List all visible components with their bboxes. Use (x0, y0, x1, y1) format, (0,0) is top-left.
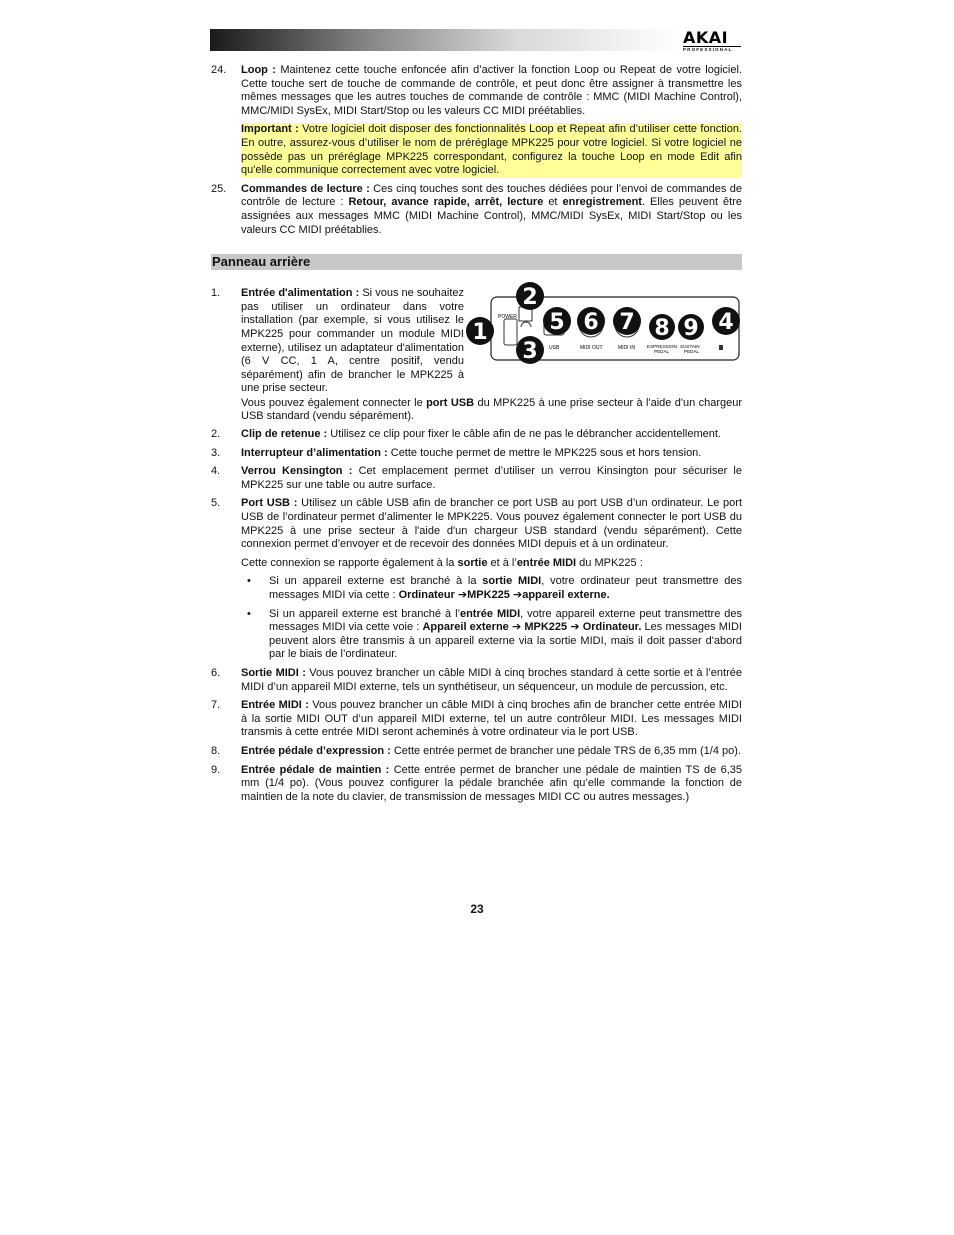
item-number: 2. (211, 428, 221, 441)
item-text (241, 557, 742, 571)
item-bold: sortie (457, 556, 488, 569)
item-bold: sortie MIDI (482, 575, 542, 588)
item-bold: Appareil externe (422, 621, 512, 634)
logo-main-text: AKAI (683, 28, 729, 47)
item-body: Si un appareil externe est branché à l’ (269, 607, 460, 620)
item-body: Cette entrée permet de brancher une pédale de maintien TS de 6,35 mm (1/4 po). (Vous pouvez configurer la pédale branchée afin qu’elle commande la fonction de maintien de la note du clavier, de transmission de messages MIDI CC ou autres messages.) (241, 763, 742, 803)
page-content (211, 64, 742, 809)
item-bold: port USB (426, 396, 475, 409)
item-number: 7. (211, 699, 221, 712)
label-midi-out: MIDI OUT (580, 345, 603, 352)
list-item-7 (211, 699, 742, 740)
item-label: Port USB : (241, 497, 298, 510)
item-body: et à l’ (487, 556, 517, 569)
rear-panel-figure (464, 281, 742, 385)
bullet-item (241, 575, 742, 602)
item-bold: entrée MIDI (459, 607, 521, 620)
list-item-1 (211, 287, 742, 424)
item-number: 1. (211, 287, 221, 300)
item-bold: Ordinateur. (579, 621, 642, 634)
item-body: Vous pouvez brancher un câble MIDI à cinq broches afin de brancher cette entrée MIDI à la sortie MIDI OUT d’un appareil MIDI externe, tel un autre contrôleur MIDI. Les messages MIDI transmis à cette entrée MIDI seront acheminés à votre ordinateur via le port USB. (241, 699, 742, 739)
item-body: Si un appareil externe est branché à la (269, 575, 483, 588)
item-body: , votre ordinateur peut transmettre des messages MIDI via cette : (269, 575, 742, 601)
list-item-4 (211, 465, 742, 492)
item-text (241, 428, 742, 442)
list-item-25 (211, 183, 742, 237)
list-item-8 (211, 745, 742, 759)
list-item-6 (211, 667, 742, 694)
bullet-dot: • (247, 575, 251, 588)
item-text (241, 667, 742, 694)
callout-1: 1 (472, 320, 488, 346)
item-body: du MPK225 à une prise secteur à l'aide d'un chargeur USB standard (vendu séparément). (241, 396, 742, 423)
item-text (241, 699, 742, 740)
list-item-2 (211, 428, 742, 442)
item-label: Entrée d'alimentation : (241, 287, 360, 300)
callout-9: 9 (683, 316, 699, 342)
item-bold: MPK225 (467, 589, 513, 601)
item-body: Cet emplacement permet d’utiliser un verrou Kinsington pour sécuriser le MPK225 sur une table ou autre surface. (241, 465, 742, 491)
item-text (241, 64, 742, 118)
item-body: du MPK225 : (576, 556, 643, 569)
item-bold: enregistrement (562, 196, 642, 209)
list-item-9 (211, 764, 742, 805)
arrow-right-icon: ➔ (457, 589, 468, 601)
item-body: . Elles peuvent être assignées aux messages MMC (MIDI Machine Control), MMC/MIDI SysEx, MIDI Start/Stop ou les valeurs CC MIDI préétablies. (241, 196, 742, 236)
callout-3: 3 (522, 339, 538, 365)
label-midi-in: MIDI IN (618, 345, 635, 352)
kensington-lock-icon (719, 345, 723, 350)
callout-5: 5 (549, 310, 565, 336)
bullet-item (241, 608, 742, 662)
power-jack (504, 319, 517, 345)
item-label: Entrée pédale de maintien : (241, 763, 390, 776)
item-label: Entrée MIDI : (241, 699, 309, 712)
item-number: 9. (211, 763, 221, 776)
item-bold: entrée MIDI (516, 556, 577, 569)
arrow-right-icon: ➔ (511, 621, 522, 634)
item-label: Verrou Kensington : (241, 465, 353, 478)
item-body: Cette connexion se rapporte également à la (241, 556, 458, 569)
item-body: Vous pouvez brancher un câble MIDI à cinq broches standard à cette sortie et à l’entrée MIDI d’un appareil MIDI externe, tels un synthétiseur, un séquenceur, un module de percussion, etc. (241, 666, 742, 693)
list-item-24 (211, 64, 742, 178)
item-body: Cette entrée permet de brancher une pédale TRS de 6,35 mm (1/4 po). (390, 744, 741, 757)
item-body: Maintenez cette touche enfoncée afin d’activer la fonction Loop ou Repeat de votre logiciel. Cette touche sert de touche de commande de contrôle, et peut donc être assigner à transmettre les mêmes messages que les autres touches de commande de contrôle : MMC (MIDI Machine Control), MMC/MIDI SysEx, MIDI Start/Stop ou les valeurs CC MIDI préétablies. (241, 64, 742, 117)
item-number: 3. (211, 446, 221, 459)
section-title: Panneau arrière (211, 254, 742, 270)
item-body: et (543, 196, 563, 209)
important-label: Important : (241, 123, 299, 136)
label-power: POWER (498, 314, 517, 321)
item-text (241, 447, 742, 461)
callout-4: 4 (718, 310, 734, 336)
item-text (241, 764, 742, 805)
item-bold: Ordinateur (398, 589, 458, 601)
item-number: 4. (211, 465, 221, 478)
important-text: Votre logiciel doit disposer des fonctionnalités Loop et Repeat afin d’utiliser cette fonction. En outre, assurez-vous d’utiliser le nom de préréglage MPK225 pour votre logiciel. Si votre logiciel ne possède pas un préréglage MPK225 correspondant, configurez la touche Loop en mode Edit afin qu'elle communique correctement avec votre logiciel. (241, 123, 742, 177)
label-expression-pedal: PEDAL (654, 349, 670, 355)
label-expression: EXPRESSION (647, 344, 677, 350)
list-item-3 (211, 447, 742, 461)
item-bold: appareil externe. (522, 589, 610, 601)
item-label: Commandes de lecture : (241, 182, 370, 195)
item-number: 25. (211, 182, 227, 195)
akai-logo (683, 30, 741, 50)
item-body: Cette touche permet de mettre le MPK225 sous et hors tension. (387, 446, 702, 459)
item-number: 5. (211, 497, 221, 510)
item-label: Sortie MIDI : (241, 666, 306, 679)
item-text (241, 465, 742, 492)
item-number: 24. (211, 64, 227, 76)
important-note (241, 123, 742, 177)
callout-2: 2 (522, 285, 538, 311)
bullet-list (241, 575, 742, 662)
arrow-right-icon: ➔ (512, 589, 523, 601)
label-usb: USB (549, 345, 560, 352)
item-label: Interrupteur d’alimentation : (241, 446, 388, 459)
item-label: Entrée pédale d’expression : (241, 744, 391, 757)
item-bold: MPK225 (521, 621, 571, 634)
item-body: Vous pouvez également connecter le (241, 396, 427, 409)
item-body: Utilisez ce clip pour fixer le câble afin de ne pas le débrancher accidentellement. (327, 428, 721, 441)
page-number: 23 (470, 902, 484, 916)
item-body: Les messages MIDI peuvent alors être transmis à un appareil externe via la sortie MIDI, mais il doit passer d'abord par le biais de l’ordinateur. (269, 621, 742, 661)
item-body: Si vous ne souhaitez pas utiliser un ordinateur dans votre installation (par exemple, si vous utilisez le MPK225 pour commander un module MIDI externe), utilisez un adaptateur d'alimentation (6 V CC, 1 A, centre positif, vendu séparément) afin de brancher le MPK225 à une prise secteur. (241, 287, 464, 395)
list-item-5 (211, 497, 742, 662)
label-sustain: SUSTAIN (680, 344, 700, 350)
label-sustain-pedal: PEDAL (684, 349, 700, 355)
item-body: Utilisez un câble USB afin de brancher ce port USB au port USB d’un ordinateur. Le port USB de l’ordinateur permet d’alimenter le MPK225. Vous pouvez également connecter le port USB du MPK225 à une prise secteur à l'aide d'un chargeur USB standard (vendu séparément). Cette connexion permet d’envoyer et de recevoir des données MIDI depuis et à un ordinateur. (241, 497, 743, 551)
item-bold: Retour, avance rapide, arrêt, lecture (348, 196, 544, 209)
item-label: Loop : (241, 64, 276, 76)
callout-8: 8 (654, 316, 670, 342)
header-gradient-bar (210, 29, 680, 51)
item-body: , votre appareil externe peut transmettre des messages MIDI via cette voie : (269, 607, 743, 634)
bullet-dot: • (247, 607, 251, 620)
arrow-right-icon: ➔ (570, 621, 580, 634)
item-number: 6. (211, 666, 221, 679)
callout-6: 6 (583, 310, 599, 336)
item-label: Clip de retenue : (241, 428, 328, 441)
item-text (241, 397, 742, 424)
item-text (241, 497, 742, 551)
callout-7: 7 (619, 310, 635, 336)
item-text (241, 745, 742, 759)
logo-sub-text: PROFESSIONAL (683, 46, 741, 52)
item-text (241, 183, 742, 237)
item-body: Ces cinq touches sont des touches dédiées pour l’envoi de commandes de contrôle de lecture : (241, 182, 742, 209)
rear-panel-diagram (464, 281, 742, 385)
item-number: 8. (211, 744, 221, 757)
